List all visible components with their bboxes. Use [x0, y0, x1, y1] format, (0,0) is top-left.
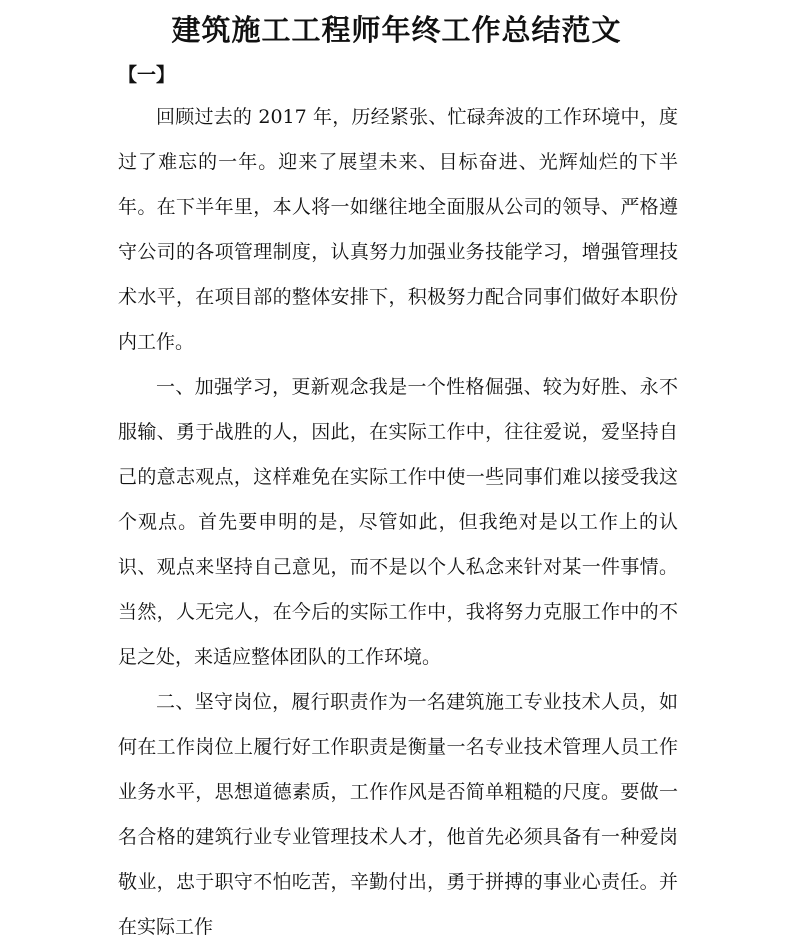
- paragraph-duty: 二、坚守岗位，履行职责作为一名建筑施工专业技术人员，如何在工作岗位上履行好工作职责是衡量一名专业技术管理人员工作业务水平，思想道德素质，工作作风是否简单粗糙的尺度。要做一名合格的建筑行业专业管理技术人才，他首先必须具备有一种爱岗敬业，忠于职守不怕吃苦，辛勤付出，勇于拼搏的事业心责任。并在实际工作: [118, 691, 678, 938]
- document-body: [118, 95, 678, 950]
- document-title: 建筑施工工程师年终工作总结范文: [171, 13, 622, 47]
- paragraph-review: 回顾过去的 2017 年，历经紧张、忙碌奔波的工作环境中，度过了难忘的一年。迎来了展望未来、目标奋进、光辉灿烂的下半年。在下半年里，本人将一如继往地全面服从公司的领导、严格遵守公司的各项管理制度，认真努力加强业务技能学习，增强管理技术水平，在项目部的整体安排下，积极努力配合同事们做好本职份内工作。: [118, 106, 678, 353]
- section-label: 【一】: [118, 64, 176, 86]
- paragraph-study: 一、加强学习，更新观念我是一个性格倔强、较为好胜、永不服输、勇于战胜的人，因此，在实际工作中，往往爱说，爱坚持自己的意志观点，这样难免在实际工作中使一些同事们难以接受我这个观点。首先要申明的是，尽管如此，但我绝对是以工作上的认识、观点来坚持自己意见，而不是以个人私念来针对某一件事情。当然，人无完人，在今后的实际工作中，我将努力克服工作中的不足之处，来适应整体团队的工作环境。: [118, 376, 678, 668]
